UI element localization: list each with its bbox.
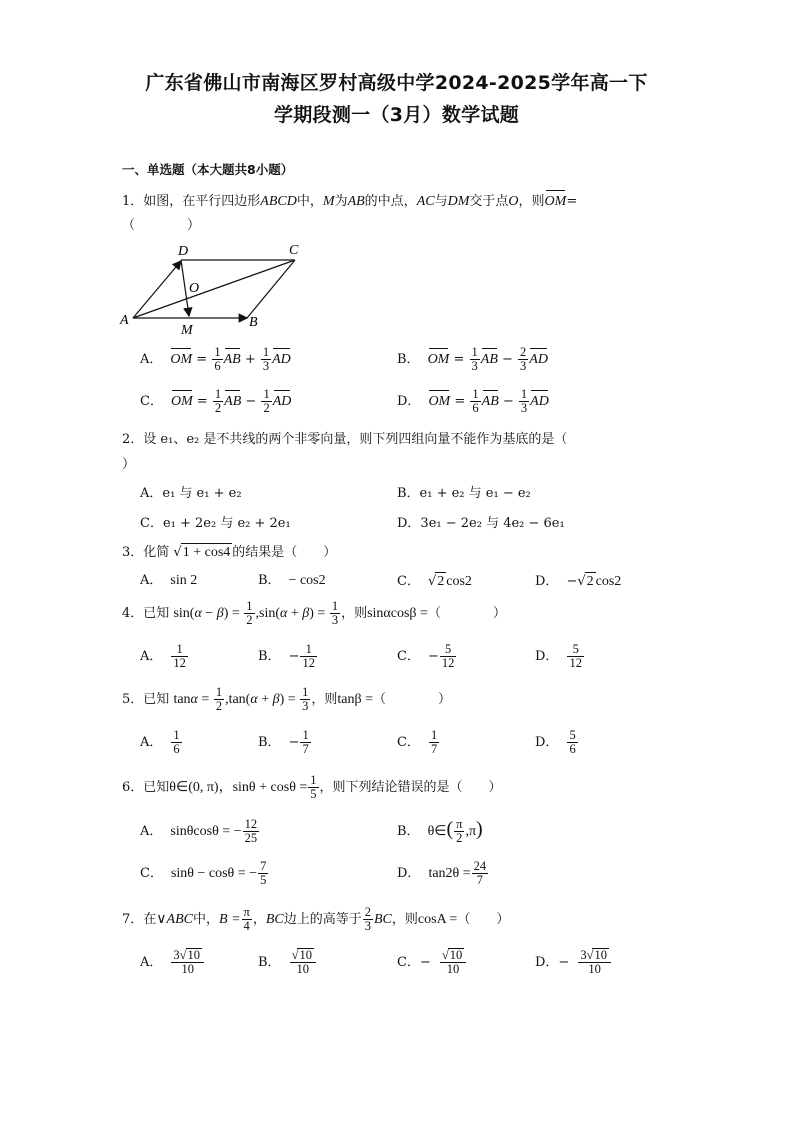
q5-option-d[interactable]: D． $\frac{5}{6}$ [535, 728, 576, 756]
question-2-close: ） [122, 457, 136, 472]
q7-option-a[interactable]: A． $\frac{3√10}{10}$ [140, 948, 205, 976]
q7-option-b[interactable]: B． $\frac{√10}{10}$ [258, 948, 317, 976]
q1-option-d[interactable]: D． OM = $\frac{1}{6}$ AB − $\frac{1}{3}$ AD [397, 387, 549, 415]
q2-option-c[interactable]: C．e₁ + 2e₂ 与 e₂ + 2e₁ [140, 516, 291, 531]
q2-option-a[interactable]: A．e₁ 与 e₁ + e₂ [140, 486, 242, 501]
q6-option-d[interactable]: D． tan2θ = $\frac{24}{7}$ [397, 859, 487, 887]
q7-option-c[interactable]: C．− $\frac{√10}{10}$ [397, 948, 467, 976]
title-line-1: 广东省佛山市南海区罗村高级中学2024-2025学年高一下 [145, 72, 648, 94]
q3-option-b[interactable]: B． − cos2 [258, 573, 326, 588]
q7-option-d[interactable]: D．− $\frac{3√10}{10}$ [535, 948, 612, 976]
label-m: M [181, 323, 193, 338]
q1-option-b[interactable]: B． OM = $\frac{1}{3}$ AB − $\frac{2}{3}$ AD [397, 345, 548, 373]
label-a: A [120, 313, 129, 328]
label-c: C [289, 243, 299, 258]
question-3: 3．化简 √1 + cos4 的结果是（ ） [122, 545, 337, 560]
label-o: O [189, 281, 200, 296]
question-1-paren: （ ） [122, 218, 201, 233]
q6-option-a[interactable]: A． sinθcosθ = − $\frac{12}{25}$ [140, 817, 258, 845]
segment-dm [181, 260, 189, 316]
q6-option-c[interactable]: C． sinθ − cosθ = − $\frac{7}{5}$ [140, 859, 267, 887]
q4-option-c[interactable]: C． − $\frac{5}{12}$ [397, 642, 455, 670]
question-7: 7．在∨ABC中，B = $\frac{\pi}{4}$ ，BC边上的高等于 $\frac{2}{3}$ BC，则cosA =（ ） [122, 905, 510, 933]
q1-option-c[interactable]: C． OM = $\frac{1}{2}$ AB − $\frac{1}{2}$ AD [140, 387, 292, 415]
q2-option-b[interactable]: B．e₁ + e₂ 与 e₁ − e₂ [397, 486, 531, 501]
label-b: B [249, 315, 258, 330]
q5-option-a[interactable]: A． $\frac{1}{6}$ [140, 728, 180, 756]
q6-option-b[interactable]: B． θ∈( $\frac{\pi}{2}$ ,π) [397, 817, 483, 845]
section-heading: 一、单选题（本大题共8小题） [122, 162, 294, 177]
q3-option-c[interactable]: C． √2 cos2 [397, 574, 472, 589]
q5-option-c[interactable]: C． $\frac{1}{7}$ [397, 728, 438, 756]
title-line-2: 学期段测一（3月）数学试题 [273, 104, 520, 126]
q3-option-d[interactable]: D． −√2 cos2 [535, 574, 622, 589]
q5-option-b[interactable]: B． − $\frac{1}{7}$ [258, 728, 309, 756]
q4-option-a[interactable]: A． $\frac{1}{12}$ [140, 642, 186, 670]
question-5: 5．已知 tanα = $\frac{1}{2}$ ,tan(α + β) = $\frac{1}{3}$ ，则tanβ =（ ） [122, 685, 452, 713]
q3-option-a[interactable]: A． sin 2 [140, 573, 198, 588]
parallelogram-figure [115, 240, 315, 340]
q1-option-a[interactable]: A． OM = $\frac{1}{6}$ AB + $\frac{1}{3}$ AD [140, 345, 291, 373]
label-d: D [178, 244, 189, 259]
question-1: 1．如图，在平行四边形ABCD中，M为AB的中点，AC与DM交于点O，则OM= [122, 194, 578, 209]
q4-option-d[interactable]: D． $\frac{5}{12}$ [535, 642, 582, 670]
q4-option-b[interactable]: B． − $\frac{1}{12}$ [258, 642, 315, 670]
question-6: 6．已知θ∈(0, π)，sinθ + cosθ = $\frac{1}{5}$ ，则下列结论错误的是（ ） [122, 773, 502, 801]
question-4: 4．已知 sin(α − β) = $\frac{1}{2}$ ,sin(α + β) = $\frac{1}{3}$ ，则sinαcosβ =（ ） [122, 599, 506, 627]
question-2: 2．设 e₁、e₂ 是不共线的两个非零向量，则下列四组向量不能作为基底的是（ [122, 432, 568, 447]
q2-option-d[interactable]: D．3e₁ − 2e₂ 与 4e₂ − 6e₁ [397, 516, 565, 531]
